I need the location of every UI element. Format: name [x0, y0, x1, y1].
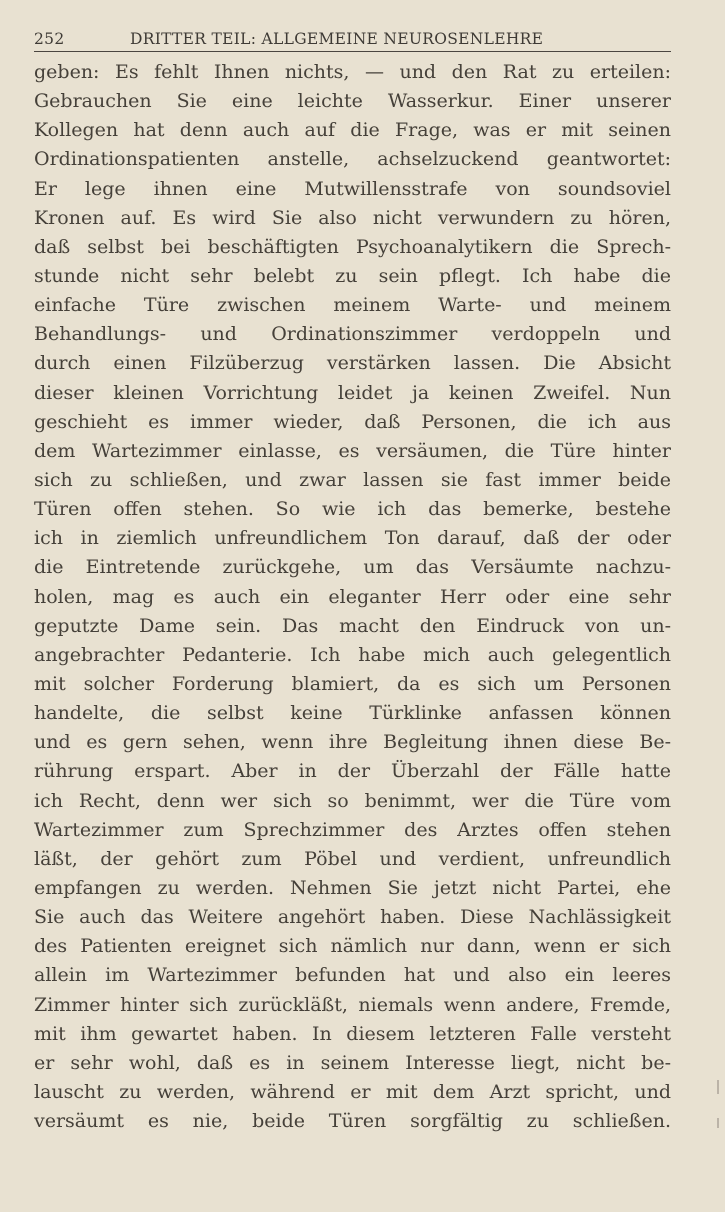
text-line: rührung erspart. Aber in der Überzahl der Fälle hatte — [34, 760, 671, 783]
text-line: mit solcher Forderung blamiert, da es sich um Personen — [34, 672, 671, 695]
text-line: angebrachter Pedanterie. Ich habe mich auch gelegentlich — [34, 643, 671, 666]
text-line: Er lege ihnen eine Mutwillensstrafe von soundsoviel — [34, 177, 671, 200]
text-line: die Eintretende zurückgehe, um das Versäumte nachzu- — [34, 556, 671, 579]
text-line: geputzte Dame sein. Das macht den Eindruck von un- — [34, 614, 671, 637]
text-line: Wartezimmer zum Sprechzimmer des Arztes offen stehen — [34, 818, 671, 841]
text-line: Sie auch das Weitere angehört haben. Diese Nachlässigkeit — [34, 906, 671, 929]
text-line: Zimmer hinter sich zurückläßt, niemals wenn andere, Fremde, — [34, 993, 671, 1016]
text-line: mit ihm gewartet haben. In diesem letzteren Falle versteht — [34, 1022, 671, 1045]
text-line: Türen offen stehen. So wie ich das bemerke, bestehe — [34, 498, 671, 521]
text-line: empfangen zu werden. Nehmen Sie jetzt nicht Partei, ehe — [34, 876, 671, 899]
text-line: dem Wartezimmer einlasse, es versäumen, die Türe hinter — [34, 439, 671, 462]
text-line: und es gern sehen, wenn ihre Begleitung ihnen diese Be- — [34, 731, 671, 754]
page-edge-mark — [717, 1118, 719, 1128]
text-line: ich Recht, denn wer sich so benimmt, wer die Türe vom — [34, 789, 671, 812]
text-line: stunde nicht sehr belebt zu sein pflegt. Ich habe die — [34, 264, 671, 287]
header-rule — [34, 51, 671, 52]
text-line: Gebrauchen Sie eine leichte Wasserkur. Einer unserer — [34, 90, 671, 113]
text-line: holen, mag es auch ein eleganter Herr oder eine sehr — [34, 585, 671, 608]
text-line: Kollegen hat denn auch auf die Frage, was er mit seinen — [34, 119, 671, 142]
page-header — [34, 28, 671, 50]
text-line: geben: Es fehlt Ihnen nichts, — und den Rat zu erteilen: — [34, 61, 671, 83]
page-number: 252 — [34, 30, 65, 48]
text-line: daß selbst bei beschäftigten Psychoanalytikern die Sprech- — [34, 235, 671, 258]
text-line: läßt, der gehört zum Pöbel und verdient, unfreundlich — [34, 847, 671, 870]
text-line: allein im Wartezimmer befunden hat und also ein leeres — [34, 964, 671, 987]
text-line: einfache Türe zwischen meinem Warte- und meinem — [34, 294, 671, 317]
text-line: geschieht es immer wieder, daß Personen, die ich aus — [34, 410, 671, 433]
text-line: handelte, die selbst keine Türklinke anfassen können — [34, 702, 671, 725]
text-line: lauscht zu werden, während er mit dem Arzt spricht, und — [34, 1080, 671, 1103]
text-line: dieser kleinen Vorrichtung leidet ja keinen Zweifel. Nun — [34, 381, 671, 404]
text-line: ich in ziemlich unfreundlichem Ton darauf, daß der oder — [34, 527, 671, 550]
text-line: versäumt es nie, beide Türen sorgfältig zu schließen. — [34, 1110, 671, 1133]
text-line: des Patienten ereignet sich nämlich nur dann, wenn er sich — [34, 935, 671, 958]
text-line: Behandlungs- und Ordinationszimmer verdoppeln und — [34, 323, 671, 346]
text-line: er sehr wohl, daß es in seinem Interesse liegt, nicht be- — [34, 1051, 671, 1074]
running-head: DRITTER TEIL: ALLGEMEINE NEUROSENLEHRE — [130, 30, 544, 48]
body-text — [34, 58, 671, 1136]
text-line: sich zu schließen, und zwar lassen sie fast immer beide — [34, 468, 671, 491]
text-line: Ordinationspatienten anstelle, achselzuckend geantwortet: — [34, 148, 671, 171]
text-line: Kronen auf. Es wird Sie also nicht verwundern zu hören, — [34, 206, 671, 229]
page-edge-mark — [717, 1080, 719, 1094]
text-line: durch einen Filzüberzug verstärken lassen. Die Absicht — [34, 352, 671, 375]
